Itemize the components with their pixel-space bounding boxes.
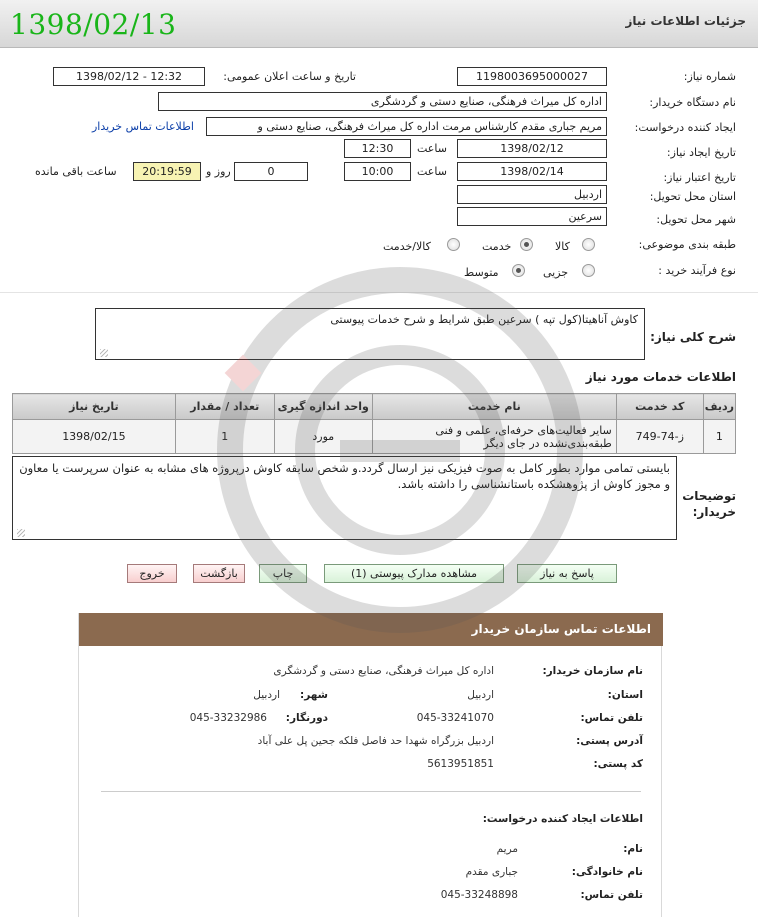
creator-family-value: جباری مقدم bbox=[465, 866, 518, 878]
contact-address-label: آدرس پستی: bbox=[576, 735, 643, 747]
buyer-org-label: نام دستگاه خریدار: bbox=[649, 96, 736, 109]
contact-phone-value: 045-33241070 bbox=[416, 712, 494, 724]
contact-province-label: استان: bbox=[607, 689, 643, 701]
contact-phone-label: تلفن تماس: bbox=[580, 712, 643, 724]
category-both-radio[interactable] bbox=[447, 238, 460, 251]
current-date: 1398/02/13 bbox=[10, 8, 177, 41]
days-label: روز و bbox=[206, 165, 231, 178]
create-time-label: ساعت bbox=[417, 142, 447, 155]
cell-row: 1 bbox=[703, 420, 735, 454]
cell-unit: مورد bbox=[274, 420, 372, 454]
contact-city-label: شهر: bbox=[300, 689, 328, 701]
province-label: استان محل تحویل: bbox=[649, 190, 736, 203]
notes-textarea[interactable] bbox=[12, 456, 677, 540]
valid-date-label: تاریخ اعتبار نیاز: bbox=[663, 171, 736, 184]
creator-family-label: نام خانوادگی: bbox=[571, 866, 643, 878]
page-header bbox=[0, 0, 758, 48]
contact-postal-label: کد پستی: bbox=[593, 758, 643, 770]
attachments-button[interactable]: مشاهده مدارک پیوستی (1) bbox=[324, 564, 504, 583]
contact-card-title: اطلاعات تماس سازمان خریدار bbox=[471, 622, 651, 636]
need-number-field: 1198003695000027 bbox=[457, 67, 607, 86]
category-khedmat-label: خدمت bbox=[482, 240, 512, 253]
col-unit: واحد اندازه گیری bbox=[274, 394, 372, 420]
col-row: ردیف bbox=[703, 394, 735, 420]
process-minor-radio[interactable] bbox=[582, 264, 595, 277]
contact-fax-value: 045-33232986 bbox=[189, 712, 267, 724]
city-field: سرعین bbox=[457, 207, 607, 226]
notes-text: بایستی تمامی موارد بطور کامل به صوت فیزیکی نیز ارسال گردد.و شخص سابقه کاوش درپروژه های مشابه به عنوان سرپرست یا معاون و مجوز کاوش از پژوهشکده باستانشناسی را داشته باشد. bbox=[19, 461, 670, 491]
creator-name-value: مریم bbox=[496, 843, 518, 855]
valid-time-label: ساعت bbox=[417, 165, 447, 178]
category-both-label: کالا/خدمت bbox=[383, 240, 431, 253]
creator-phone-label: تلفن تماس: bbox=[580, 889, 643, 901]
contact-card-header bbox=[79, 613, 663, 646]
process-minor-label: جزیی bbox=[543, 266, 569, 279]
creator-info-title: اطلاعات ایجاد کننده درخواست: bbox=[482, 813, 643, 825]
contact-org-value: اداره کل میراث فرهنگی، صنایع دستی و گردشگری bbox=[273, 665, 494, 677]
cell-code: ز-74-749 bbox=[616, 420, 703, 454]
buyer-org-field: اداره کل میراث فرهنگی، صنایع دستی و گردشگری bbox=[158, 92, 607, 111]
creator-phone-value: 045-33248898 bbox=[440, 889, 518, 901]
description-textarea[interactable] bbox=[95, 308, 645, 360]
resize-handle-icon[interactable] bbox=[17, 529, 25, 537]
buyer-contact-card bbox=[78, 613, 662, 917]
reply-button[interactable]: پاسخ به نیاز bbox=[517, 564, 617, 583]
create-date-field: 1398/02/12 bbox=[457, 139, 607, 158]
notes-label: توضیحات خریدار: bbox=[682, 489, 736, 519]
announce-field: 1398/02/12 - 12:32 bbox=[53, 67, 205, 86]
exit-button[interactable]: خروج bbox=[127, 564, 177, 583]
city-label: شهر محل تحویل: bbox=[656, 213, 736, 226]
create-date-label: تاریخ ایجاد نیاز: bbox=[666, 146, 736, 159]
process-medium-label: متوسط bbox=[464, 266, 499, 279]
contact-province-value: اردبیل bbox=[467, 689, 494, 701]
province-field: اردبیل bbox=[457, 185, 607, 204]
section-divider bbox=[0, 292, 758, 293]
contact-address-value: اردبیل بزرگراه شهدا حد فاصل فلکه جحین پل علی آباد bbox=[257, 735, 494, 747]
contact-city-value: اردبیل bbox=[253, 689, 280, 701]
create-time-field: 12:30 bbox=[344, 139, 411, 158]
announce-label: تاریخ و ساعت اعلان عمومی: bbox=[223, 70, 356, 83]
contact-org-label: نام سازمان خریدار: bbox=[542, 665, 643, 677]
category-kala-label: کالا bbox=[555, 240, 570, 253]
col-name: نام خدمت bbox=[372, 394, 616, 420]
contact-divider bbox=[101, 791, 641, 792]
cell-qty: 1 bbox=[175, 420, 274, 454]
creator-name-label: نام: bbox=[623, 843, 643, 855]
col-code: کد خدمت bbox=[616, 394, 703, 420]
creator-label: ایجاد کننده درخواست: bbox=[634, 121, 736, 134]
days-field: 0 bbox=[234, 162, 308, 181]
table-row bbox=[13, 420, 736, 454]
services-title: اطلاعات خدمات مورد نیاز bbox=[585, 370, 736, 384]
category-label: طبقه بندی موضوعی: bbox=[638, 238, 736, 251]
buyer-contact-link[interactable]: اطلاعات تماس خریدار bbox=[92, 120, 194, 133]
cell-name: سایر فعالیت‌های حرفه‌ای، علمی و فنی طبقه‌بندی‌نشده در جای دیگر bbox=[372, 420, 616, 454]
creator-field: مریم جباری مقدم کارشناس مرمت اداره کل میراث فرهنگی، صنایع دستی و bbox=[206, 117, 607, 136]
remaining-time-field: 20:19:59 bbox=[133, 162, 201, 181]
need-number-label: شماره نیاز: bbox=[683, 70, 736, 83]
page-title: جزئیات اطلاعات نیاز bbox=[625, 14, 746, 28]
process-medium-radio[interactable] bbox=[512, 264, 525, 277]
category-khedmat-radio[interactable] bbox=[520, 238, 533, 251]
process-label: نوع فرآیند خرید : bbox=[658, 264, 736, 277]
description-text: کاوش آناهیتا(کول تپه ) سرعین طبق شرایط و شرح خدمات پیوستی bbox=[330, 313, 638, 326]
valid-time-field: 10:00 bbox=[344, 162, 411, 181]
col-date: تاریخ نیاز bbox=[13, 394, 176, 420]
contact-postal-value: 5613951851 bbox=[427, 758, 494, 770]
print-button[interactable]: چاپ bbox=[259, 564, 307, 583]
resize-handle-icon[interactable] bbox=[100, 349, 108, 357]
description-label: شرح کلی نیاز: bbox=[650, 330, 736, 344]
category-kala-radio[interactable] bbox=[582, 238, 595, 251]
cell-date: 1398/02/15 bbox=[13, 420, 176, 454]
services-table bbox=[12, 393, 736, 454]
contact-fax-label: دورنگار: bbox=[285, 712, 328, 724]
remaining-label: ساعت باقی مانده bbox=[35, 165, 117, 178]
col-qty: تعداد / مقدار bbox=[175, 394, 274, 420]
back-button[interactable]: بازگشت bbox=[193, 564, 245, 583]
valid-date-field: 1398/02/14 bbox=[457, 162, 607, 181]
